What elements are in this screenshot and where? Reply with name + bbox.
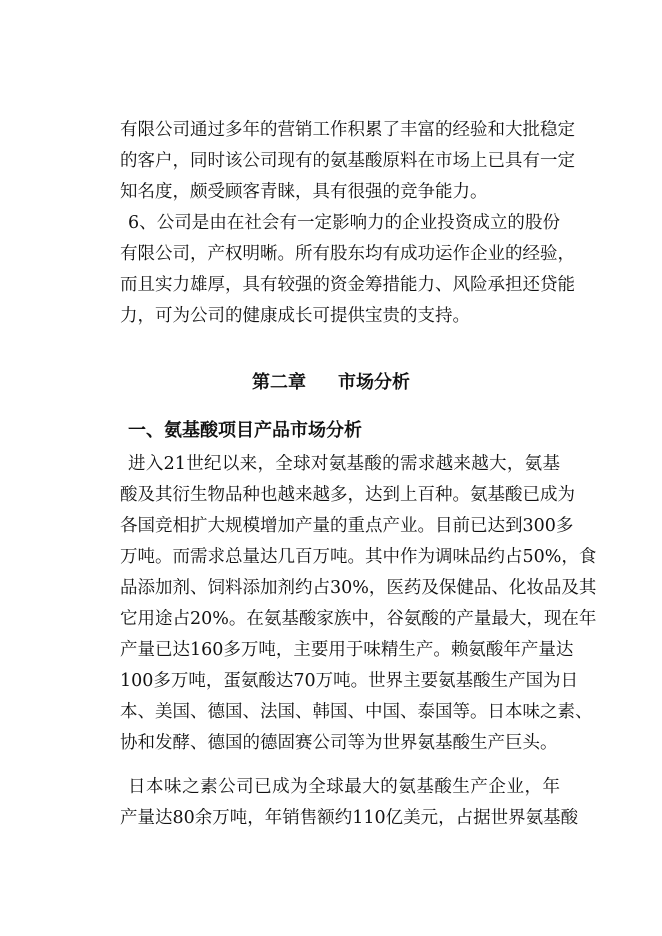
text-line: 产量达80余万吨，年销售额约110亿美元，占据世界氨基酸 <box>120 808 579 828</box>
text-line: 日本味之素公司已成为全球最大的氨基酸生产企业，年 <box>128 777 560 797</box>
text-line: 它用途占20%。在氨基酸家族中，谷氨酸的产量最大，现在年 <box>120 609 597 629</box>
chapter-number: 第二章 <box>252 372 306 393</box>
section-heading: 一、氨基酸项目产品市场分析 <box>128 420 362 441</box>
text-line: 酸及其衍生物品种也越来越多，达到上百种。氨基酸已成为 <box>120 485 575 505</box>
text-line: 协和发酵、德国的德固赛公司等为世界氨基酸生产巨头。 <box>120 733 558 753</box>
text-line: 而且实力雄厚，具有较强的资金筹措能力、风险承担还贷能 <box>120 275 575 295</box>
chapter-heading <box>0 372 662 394</box>
text-line: 各国竞相扩大规模增加产量的重点产业。目前已达到300多 <box>120 516 574 536</box>
text-line: 本、美国、德国、法国、韩国、中国、泰国等。日本味之素、 <box>120 702 593 722</box>
text-line: 有限公司通过多年的营销工作积累了丰富的经验和大批稳定 <box>120 120 575 140</box>
text-line: 产量已达160多万吨，主要用于味精生产。赖氨酸年产量达 <box>120 640 574 660</box>
text-line: 万吨。而需求总量达几百万吨。其中作为调味品约占50%，食 <box>120 547 597 567</box>
text-line: 的客户，同时该公司现有的氨基酸原料在市场上已具有一定 <box>120 151 575 171</box>
text-line: 100多万吨，蛋氨酸达70万吨。世界主要氨基酸生产国为日 <box>120 671 579 691</box>
text-line: 6、公司是由在社会有一定影响力的企业投资成立的股份 <box>128 213 560 233</box>
text-line: 进入21世纪以来，全球对氨基酸的需求越来越大，氨基 <box>128 454 560 474</box>
text-line: 品添加剂、饲料添加剂约占30%，医药及保健品、化妆品及其 <box>120 578 597 598</box>
text-line: 知名度，颇受顾客青睐，具有很强的竞争能力。 <box>120 182 488 202</box>
text-line: 有限公司，产权明晰。所有股东均有成功运作企业的经验， <box>120 244 575 264</box>
text-line: 力，可为公司的健康成长可提供宝贵的支持。 <box>120 306 470 326</box>
chapter-title: 市场分析 <box>338 372 410 393</box>
